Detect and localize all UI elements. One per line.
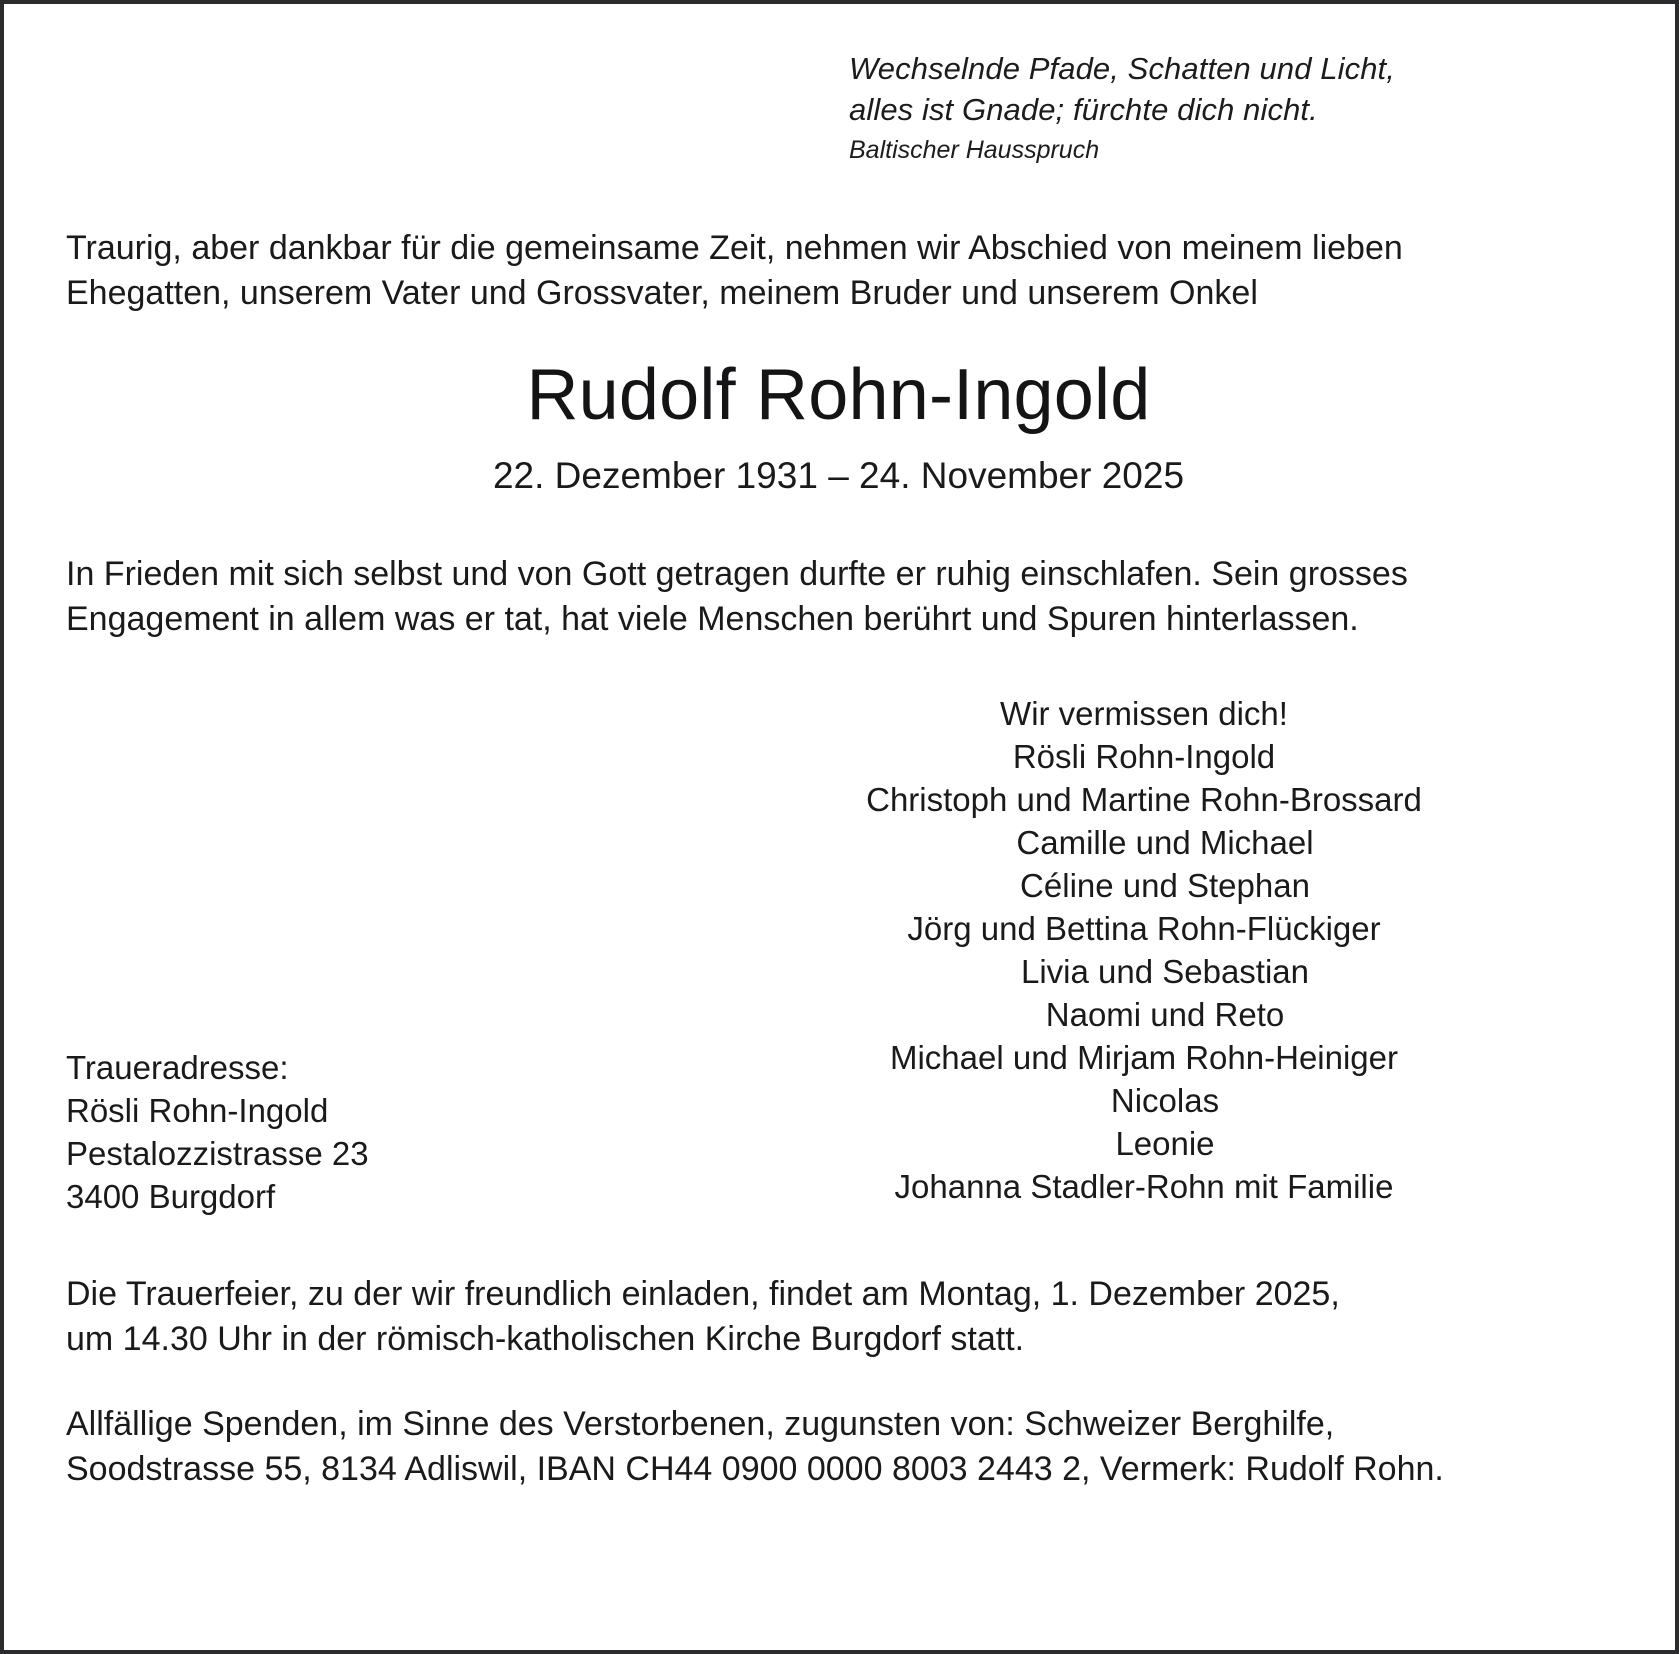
mourning-address-label: Traueradresse: <box>66 1049 289 1086</box>
family-heading: Wir vermissen dich! <box>1000 695 1288 732</box>
deceased-dates: 22. Dezember 1931 – 24. November 2025 <box>492 455 1185 496</box>
family-member: Nicolas <box>1110 1082 1220 1119</box>
intro-paragraph <box>66 226 1546 316</box>
page-title: Rudolf Rohn-Ingold <box>526 355 1151 435</box>
mourning-address-street: Pestalozzistrasse 23 <box>66 1135 369 1172</box>
family-member: Leonie <box>1115 1125 1215 1162</box>
family-member: Livia und Sebastian <box>1020 953 1310 990</box>
donations-paragraph <box>66 1402 1546 1492</box>
donations-line-2: Soodstrasse 55, 8134 Adliswil, IBAN CH44 0900 0000 8003 2443 2, Vermerk: Rudolf Rohn. <box>66 1450 1444 1488</box>
remembrance-line-1: In Frieden mit sich selbst und von Gott getragen durfte er ruhig einschlafen. Sein grosses <box>66 555 1408 593</box>
donations-line-1: Allfällige Spenden, im Sinne des Verstorbenen, zugunsten von: Schweizer Berghilfe, <box>66 1405 1335 1443</box>
family-member: Céline und Stephan <box>1020 867 1310 904</box>
intro-line-1: Traurig, aber dankbar für die gemeinsame Zeit, nehmen wir Abschied von meinem lieben <box>66 229 1403 267</box>
family-member: Jörg und Bettina Rohn-Flückiger <box>907 910 1381 947</box>
mourning-address-city: 3400 Burgdorf <box>66 1178 276 1215</box>
epigraph-block <box>849 48 1609 170</box>
ceremony-line-2: um 14.30 Uhr in der römisch-katholischen Kirche Burgdorf statt. <box>66 1320 1025 1358</box>
epigraph-line-1: Wechselnde Pfade, Schatten und Licht, <box>849 51 1395 86</box>
family-list <box>804 692 1484 1208</box>
family-member: Rösli Rohn-Ingold <box>1012 738 1276 775</box>
family-member: Christoph und Martine Rohn-Brossard <box>866 781 1422 818</box>
family-member: Michael und Mirjam Rohn-Heiniger <box>889 1039 1399 1076</box>
epigraph-source: Baltischer Hausspruch <box>849 136 1100 164</box>
ceremony-paragraph <box>66 1272 1546 1362</box>
family-member: Johanna Stadler-Rohn mit Familie <box>894 1168 1394 1205</box>
mourning-address-name: Rösli Rohn-Ingold <box>66 1092 329 1129</box>
mourning-address-block <box>66 1046 706 1218</box>
remembrance-paragraph <box>66 552 1546 642</box>
ceremony-line-1: Die Trauerfeier, zu der wir freundlich einladen, findet am Montag, 1. Dezember 2025, <box>66 1275 1340 1313</box>
notice-body <box>4 4 1675 1650</box>
family-member: Naomi und Reto <box>1045 996 1285 1033</box>
epigraph-line-2: alles ist Gnade; fürchte dich nicht. <box>849 92 1318 127</box>
remembrance-line-2: Engagement in allem was er tat, hat viele Menschen berührt und Spuren hinterlassen. <box>66 600 1359 638</box>
family-member: Camille und Michael <box>1016 824 1314 861</box>
intro-line-2: Ehegatten, unserem Vater und Grossvater, meinem Bruder und unserem Onkel <box>66 274 1258 312</box>
